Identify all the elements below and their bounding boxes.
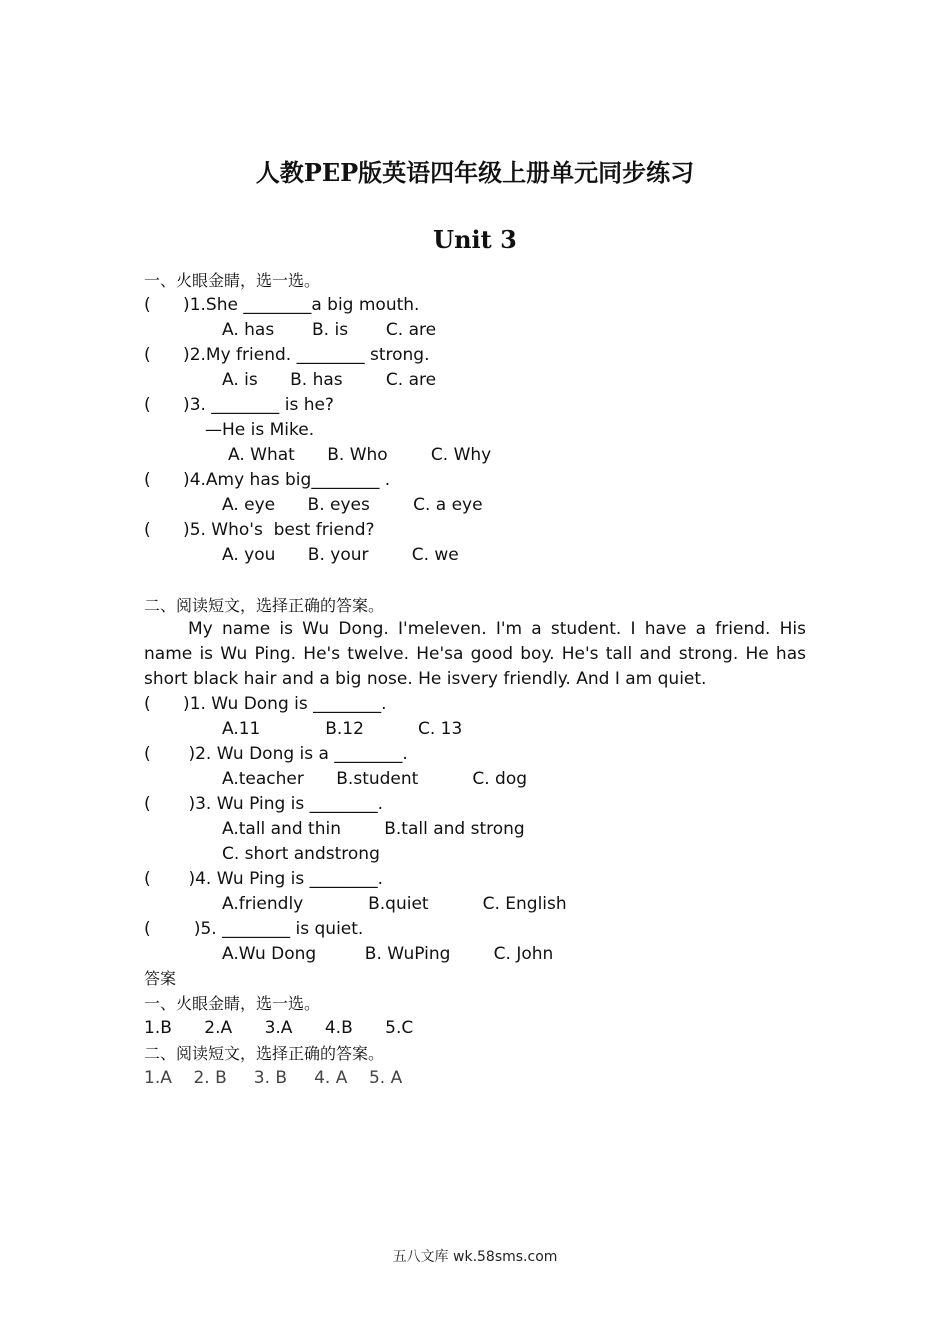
- answers-heading-2: 二、阅读短文，选择正确的答案。: [144, 1044, 385, 1063]
- document-title: 人教PEP版英语四年级上册单元同步练习: [255, 158, 695, 187]
- answers-label: 答案: [144, 969, 177, 988]
- s2-q3-options: A.tall and thin B.tall and strong: [222, 819, 525, 839]
- unit-title: Unit 3: [433, 225, 517, 254]
- s1-q4-options: A. eye B. eyes C. a eye: [222, 495, 483, 515]
- s1-q2-options: A. is B. has C. are: [222, 370, 437, 390]
- section2-heading: 二、阅读短文，选择正确的答案。: [144, 596, 385, 615]
- s1-q2-stem: ( )2.My friend. ________ strong.: [144, 345, 430, 365]
- s2-q1-stem: ( )1. Wu Dong is ________.: [144, 694, 387, 714]
- s2-q3-options-2: C. short andstrong: [222, 844, 380, 864]
- section1-heading: 一、火眼金睛，选一选。: [144, 271, 321, 290]
- s2-q3-stem: ( )3. Wu Ping is ________.: [144, 794, 384, 814]
- s1-q3-options: A. What B. Who C. Why: [228, 445, 492, 465]
- s2-q5-options: A.Wu Dong B. WuPing C. John: [222, 944, 554, 964]
- reading-passage: My name is Wu Dong. I'meleven. I'm a student. I have a friend. His name is Wu Ping. He's twelve. He'sa good boy. He's tall and strong. He has short black hair and a big nose. He isvery friendly. And I am quiet.: [144, 619, 806, 689]
- s1-q1-options: A. has B. is C. are: [222, 320, 437, 340]
- s2-q1-options: A.11 B.12 C. 13: [222, 719, 463, 739]
- s2-q4-options: A.friendly B.quiet C. English: [222, 894, 567, 914]
- s1-q3-reply: —He is Mike.: [205, 420, 315, 440]
- footer-watermark: 五八文库 wk.58sms.com: [392, 1249, 558, 1265]
- s2-q2-stem: ( )2. Wu Dong is a ________.: [144, 744, 408, 764]
- s1-q4-stem: ( )4.Amy has big________ .: [144, 470, 391, 490]
- s2-q4-stem: ( )4. Wu Ping is ________.: [144, 869, 384, 889]
- answers-line-1: 1.B 2.A 3.A 4.B 5.C: [144, 1018, 414, 1038]
- s1-q5-stem: ( )5. Who's best friend?: [144, 520, 375, 540]
- s1-q1-stem: ( )1.She ________a big mouth.: [144, 295, 420, 315]
- answers-line-2: 1.A 2. B 3. B 4. A 5. A: [144, 1068, 403, 1088]
- s2-q5-stem: ( )5. ________ is quiet.: [144, 919, 364, 939]
- s2-q2-options: A.teacher B.student C. dog: [222, 769, 528, 789]
- s1-q5-options: A. you B. your C. we: [222, 545, 459, 565]
- answers-heading-1: 一、火眼金睛，选一选。: [144, 994, 321, 1013]
- s1-q3-stem: ( )3. ________ is he?: [144, 395, 334, 415]
